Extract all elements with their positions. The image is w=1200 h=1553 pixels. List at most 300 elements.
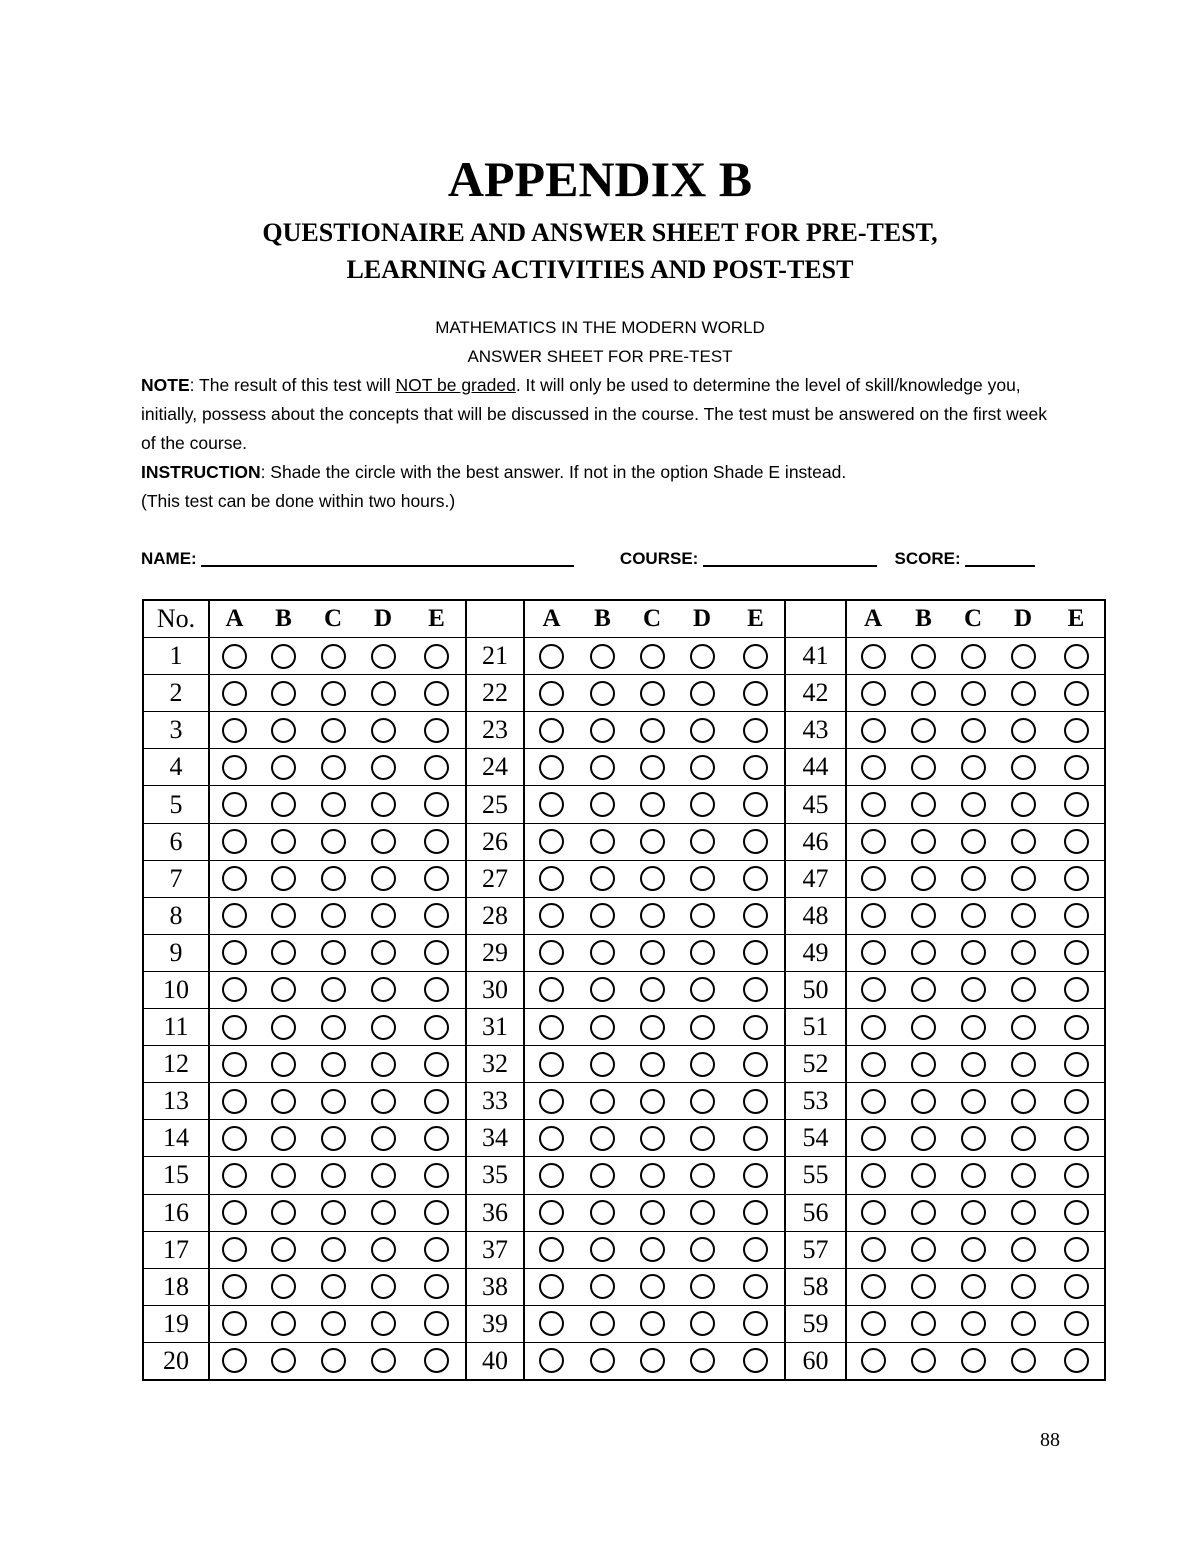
answer-bubble-50-d[interactable] [1011,977,1036,1002]
answer-bubble-32-c[interactable] [640,1052,665,1077]
answer-bubble-53-a[interactable] [861,1089,886,1114]
answer-bubble-36-e[interactable] [743,1200,768,1225]
answer-bubble-33-a[interactable] [539,1089,564,1114]
answer-bubble-50-b[interactable] [911,977,936,1002]
answer-bubble-43-c[interactable] [961,718,986,743]
answer-bubble-35-e[interactable] [743,1163,768,1188]
answer-bubble-49-b[interactable] [911,940,936,965]
answer-bubble-29-d[interactable] [690,940,715,965]
answer-bubble-32-d[interactable] [690,1052,715,1077]
answer-bubble-47-d[interactable] [1011,866,1036,891]
answer-bubble-24-e[interactable] [743,755,768,780]
answer-bubble-44-e[interactable] [1064,755,1089,780]
answer-bubble-56-a[interactable] [861,1200,886,1225]
answer-bubble-17-b[interactable] [271,1237,296,1262]
answer-bubble-58-b[interactable] [911,1274,936,1299]
answer-bubble-48-c[interactable] [961,903,986,928]
answer-bubble-48-a[interactable] [861,903,886,928]
answer-bubble-11-d[interactable] [371,1015,396,1040]
answer-bubble-1-e[interactable] [424,644,449,669]
answer-bubble-19-c[interactable] [321,1311,346,1336]
answer-bubble-5-c[interactable] [321,792,346,817]
answer-bubble-2-e[interactable] [424,681,449,706]
answer-bubble-13-c[interactable] [321,1089,346,1114]
answer-bubble-40-a[interactable] [539,1348,564,1373]
answer-bubble-51-e[interactable] [1064,1015,1089,1040]
answer-bubble-12-e[interactable] [424,1052,449,1077]
answer-bubble-58-e[interactable] [1064,1274,1089,1299]
answer-bubble-36-a[interactable] [539,1200,564,1225]
answer-bubble-56-b[interactable] [911,1200,936,1225]
answer-bubble-18-b[interactable] [271,1274,296,1299]
answer-bubble-37-b[interactable] [590,1237,615,1262]
answer-bubble-39-e[interactable] [743,1311,768,1336]
answer-bubble-19-b[interactable] [271,1311,296,1336]
answer-bubble-60-b[interactable] [911,1348,936,1373]
answer-bubble-21-a[interactable] [539,644,564,669]
answer-bubble-30-c[interactable] [640,977,665,1002]
answer-bubble-28-d[interactable] [690,903,715,928]
answer-bubble-6-e[interactable] [424,829,449,854]
name-field[interactable] [201,545,574,567]
answer-bubble-21-b[interactable] [590,644,615,669]
answer-bubble-39-a[interactable] [539,1311,564,1336]
answer-bubble-32-b[interactable] [590,1052,615,1077]
answer-bubble-14-b[interactable] [271,1126,296,1151]
answer-bubble-34-a[interactable] [539,1126,564,1151]
answer-bubble-39-b[interactable] [590,1311,615,1336]
answer-bubble-53-d[interactable] [1011,1089,1036,1114]
answer-bubble-20-a[interactable] [222,1348,247,1373]
answer-bubble-13-d[interactable] [371,1089,396,1114]
answer-bubble-40-d[interactable] [690,1348,715,1373]
answer-bubble-30-d[interactable] [690,977,715,1002]
answer-bubble-42-b[interactable] [911,681,936,706]
answer-bubble-46-d[interactable] [1011,829,1036,854]
answer-bubble-41-c[interactable] [961,644,986,669]
answer-bubble-27-c[interactable] [640,866,665,891]
answer-bubble-18-a[interactable] [222,1274,247,1299]
answer-bubble-7-a[interactable] [222,866,247,891]
answer-bubble-34-d[interactable] [690,1126,715,1151]
answer-bubble-29-c[interactable] [640,940,665,965]
answer-bubble-31-c[interactable] [640,1015,665,1040]
answer-bubble-8-b[interactable] [271,903,296,928]
answer-bubble-42-c[interactable] [961,681,986,706]
answer-bubble-10-b[interactable] [271,977,296,1002]
answer-bubble-31-e[interactable] [743,1015,768,1040]
answer-bubble-46-e[interactable] [1064,829,1089,854]
answer-bubble-13-a[interactable] [222,1089,247,1114]
answer-bubble-20-c[interactable] [321,1348,346,1373]
answer-bubble-4-e[interactable] [424,755,449,780]
answer-bubble-51-c[interactable] [961,1015,986,1040]
answer-bubble-14-e[interactable] [424,1126,449,1151]
answer-bubble-45-b[interactable] [911,792,936,817]
answer-bubble-29-e[interactable] [743,940,768,965]
answer-bubble-16-d[interactable] [371,1200,396,1225]
answer-bubble-6-d[interactable] [371,829,396,854]
answer-bubble-6-a[interactable] [222,829,247,854]
answer-bubble-43-a[interactable] [861,718,886,743]
answer-bubble-58-a[interactable] [861,1274,886,1299]
answer-bubble-10-d[interactable] [371,977,396,1002]
answer-bubble-20-e[interactable] [424,1348,449,1373]
answer-bubble-3-b[interactable] [271,718,296,743]
answer-bubble-9-b[interactable] [271,940,296,965]
answer-bubble-50-c[interactable] [961,977,986,1002]
answer-bubble-34-b[interactable] [590,1126,615,1151]
answer-bubble-14-d[interactable] [371,1126,396,1151]
answer-bubble-53-e[interactable] [1064,1089,1089,1114]
answer-bubble-52-c[interactable] [961,1052,986,1077]
answer-bubble-42-e[interactable] [1064,681,1089,706]
answer-bubble-42-a[interactable] [861,681,886,706]
answer-bubble-39-d[interactable] [690,1311,715,1336]
answer-bubble-17-a[interactable] [222,1237,247,1262]
answer-bubble-50-a[interactable] [861,977,886,1002]
answer-bubble-40-e[interactable] [743,1348,768,1373]
answer-bubble-44-b[interactable] [911,755,936,780]
answer-bubble-32-e[interactable] [743,1052,768,1077]
answer-bubble-31-b[interactable] [590,1015,615,1040]
answer-bubble-23-d[interactable] [690,718,715,743]
answer-bubble-54-a[interactable] [861,1126,886,1151]
answer-bubble-5-e[interactable] [424,792,449,817]
answer-bubble-21-c[interactable] [640,644,665,669]
answer-bubble-24-c[interactable] [640,755,665,780]
answer-bubble-22-a[interactable] [539,681,564,706]
answer-bubble-53-b[interactable] [911,1089,936,1114]
answer-bubble-15-a[interactable] [222,1163,247,1188]
answer-bubble-25-b[interactable] [590,792,615,817]
answer-bubble-7-c[interactable] [321,866,346,891]
answer-bubble-26-a[interactable] [539,829,564,854]
answer-bubble-29-a[interactable] [539,940,564,965]
answer-bubble-49-e[interactable] [1064,940,1089,965]
answer-bubble-51-d[interactable] [1011,1015,1036,1040]
course-field[interactable] [703,545,877,567]
answer-bubble-33-e[interactable] [743,1089,768,1114]
answer-bubble-38-d[interactable] [690,1274,715,1299]
answer-bubble-18-d[interactable] [371,1274,396,1299]
answer-bubble-12-d[interactable] [371,1052,396,1077]
answer-bubble-36-d[interactable] [690,1200,715,1225]
answer-bubble-60-e[interactable] [1064,1348,1089,1373]
answer-bubble-5-d[interactable] [371,792,396,817]
answer-bubble-35-d[interactable] [690,1163,715,1188]
answer-bubble-31-d[interactable] [690,1015,715,1040]
answer-bubble-8-d[interactable] [371,903,396,928]
answer-bubble-1-b[interactable] [271,644,296,669]
answer-bubble-25-c[interactable] [640,792,665,817]
answer-bubble-41-a[interactable] [861,644,886,669]
answer-bubble-25-e[interactable] [743,792,768,817]
answer-bubble-38-c[interactable] [640,1274,665,1299]
answer-bubble-44-c[interactable] [961,755,986,780]
answer-bubble-57-d[interactable] [1011,1237,1036,1262]
answer-bubble-55-e[interactable] [1064,1163,1089,1188]
answer-bubble-30-a[interactable] [539,977,564,1002]
score-field[interactable] [965,545,1035,567]
answer-bubble-10-e[interactable] [424,977,449,1002]
answer-bubble-19-d[interactable] [371,1311,396,1336]
answer-bubble-2-d[interactable] [371,681,396,706]
answer-bubble-15-e[interactable] [424,1163,449,1188]
answer-bubble-45-d[interactable] [1011,792,1036,817]
answer-bubble-22-c[interactable] [640,681,665,706]
answer-bubble-25-d[interactable] [690,792,715,817]
answer-bubble-38-a[interactable] [539,1274,564,1299]
answer-bubble-59-b[interactable] [911,1311,936,1336]
answer-bubble-44-a[interactable] [861,755,886,780]
answer-bubble-36-c[interactable] [640,1200,665,1225]
answer-bubble-15-b[interactable] [271,1163,296,1188]
answer-bubble-23-b[interactable] [590,718,615,743]
answer-bubble-7-d[interactable] [371,866,396,891]
answer-bubble-45-c[interactable] [961,792,986,817]
answer-bubble-59-c[interactable] [961,1311,986,1336]
answer-bubble-26-c[interactable] [640,829,665,854]
answer-bubble-31-a[interactable] [539,1015,564,1040]
answer-bubble-5-a[interactable] [222,792,247,817]
answer-bubble-14-c[interactable] [321,1126,346,1151]
answer-bubble-3-a[interactable] [222,718,247,743]
answer-bubble-4-a[interactable] [222,755,247,780]
answer-bubble-13-e[interactable] [424,1089,449,1114]
answer-bubble-16-a[interactable] [222,1200,247,1225]
answer-bubble-48-b[interactable] [911,903,936,928]
answer-bubble-12-b[interactable] [271,1052,296,1077]
answer-bubble-12-c[interactable] [321,1052,346,1077]
answer-bubble-29-b[interactable] [590,940,615,965]
answer-bubble-41-e[interactable] [1064,644,1089,669]
answer-bubble-27-e[interactable] [743,866,768,891]
answer-bubble-13-b[interactable] [271,1089,296,1114]
answer-bubble-39-c[interactable] [640,1311,665,1336]
answer-bubble-22-e[interactable] [743,681,768,706]
answer-bubble-43-e[interactable] [1064,718,1089,743]
answer-bubble-55-a[interactable] [861,1163,886,1188]
answer-bubble-50-e[interactable] [1064,977,1089,1002]
answer-bubble-8-a[interactable] [222,903,247,928]
answer-bubble-37-a[interactable] [539,1237,564,1262]
answer-bubble-24-d[interactable] [690,755,715,780]
answer-bubble-9-d[interactable] [371,940,396,965]
answer-bubble-45-e[interactable] [1064,792,1089,817]
answer-bubble-17-c[interactable] [321,1237,346,1262]
answer-bubble-21-e[interactable] [743,644,768,669]
answer-bubble-35-a[interactable] [539,1163,564,1188]
answer-bubble-57-a[interactable] [861,1237,886,1262]
answer-bubble-1-d[interactable] [371,644,396,669]
answer-bubble-38-b[interactable] [590,1274,615,1299]
answer-bubble-57-e[interactable] [1064,1237,1089,1262]
answer-bubble-47-c[interactable] [961,866,986,891]
answer-bubble-9-c[interactable] [321,940,346,965]
answer-bubble-34-c[interactable] [640,1126,665,1151]
answer-bubble-2-b[interactable] [271,681,296,706]
answer-bubble-48-e[interactable] [1064,903,1089,928]
answer-bubble-19-a[interactable] [222,1311,247,1336]
answer-bubble-42-d[interactable] [1011,681,1036,706]
answer-bubble-24-b[interactable] [590,755,615,780]
answer-bubble-5-b[interactable] [271,792,296,817]
answer-bubble-54-c[interactable] [961,1126,986,1151]
answer-bubble-41-d[interactable] [1011,644,1036,669]
answer-bubble-4-c[interactable] [321,755,346,780]
answer-bubble-58-d[interactable] [1011,1274,1036,1299]
answer-bubble-6-b[interactable] [271,829,296,854]
answer-bubble-47-b[interactable] [911,866,936,891]
answer-bubble-36-b[interactable] [590,1200,615,1225]
answer-bubble-46-c[interactable] [961,829,986,854]
answer-bubble-9-a[interactable] [222,940,247,965]
answer-bubble-2-c[interactable] [321,681,346,706]
answer-bubble-40-b[interactable] [590,1348,615,1373]
answer-bubble-8-e[interactable] [424,903,449,928]
answer-bubble-57-b[interactable] [911,1237,936,1262]
answer-bubble-26-e[interactable] [743,829,768,854]
answer-bubble-11-c[interactable] [321,1015,346,1040]
answer-bubble-27-a[interactable] [539,866,564,891]
answer-bubble-23-e[interactable] [743,718,768,743]
answer-bubble-56-d[interactable] [1011,1200,1036,1225]
answer-bubble-56-c[interactable] [961,1200,986,1225]
answer-bubble-11-b[interactable] [271,1015,296,1040]
answer-bubble-10-a[interactable] [222,977,247,1002]
answer-bubble-57-c[interactable] [961,1237,986,1262]
answer-bubble-28-c[interactable] [640,903,665,928]
answer-bubble-33-d[interactable] [690,1089,715,1114]
answer-bubble-47-e[interactable] [1064,866,1089,891]
answer-bubble-19-e[interactable] [424,1311,449,1336]
answer-bubble-59-d[interactable] [1011,1311,1036,1336]
answer-bubble-41-b[interactable] [911,644,936,669]
answer-bubble-56-e[interactable] [1064,1200,1089,1225]
answer-bubble-26-b[interactable] [590,829,615,854]
answer-bubble-54-b[interactable] [911,1126,936,1151]
answer-bubble-38-e[interactable] [743,1274,768,1299]
answer-bubble-4-d[interactable] [371,755,396,780]
answer-bubble-59-a[interactable] [861,1311,886,1336]
answer-bubble-48-d[interactable] [1011,903,1036,928]
answer-bubble-25-a[interactable] [539,792,564,817]
answer-bubble-46-b[interactable] [911,829,936,854]
answer-bubble-18-e[interactable] [424,1274,449,1299]
answer-bubble-23-a[interactable] [539,718,564,743]
answer-bubble-3-e[interactable] [424,718,449,743]
answer-bubble-22-d[interactable] [690,681,715,706]
answer-bubble-27-b[interactable] [590,866,615,891]
answer-bubble-8-c[interactable] [321,903,346,928]
answer-bubble-43-b[interactable] [911,718,936,743]
answer-bubble-26-d[interactable] [690,829,715,854]
answer-bubble-28-a[interactable] [539,903,564,928]
answer-bubble-34-e[interactable] [743,1126,768,1151]
answer-bubble-55-d[interactable] [1011,1163,1036,1188]
answer-bubble-18-c[interactable] [321,1274,346,1299]
answer-bubble-51-a[interactable] [861,1015,886,1040]
answer-bubble-52-d[interactable] [1011,1052,1036,1077]
answer-bubble-10-c[interactable] [321,977,346,1002]
answer-bubble-60-d[interactable] [1011,1348,1036,1373]
answer-bubble-17-e[interactable] [424,1237,449,1262]
answer-bubble-59-e[interactable] [1064,1311,1089,1336]
answer-bubble-20-b[interactable] [271,1348,296,1373]
answer-bubble-15-d[interactable] [371,1163,396,1188]
answer-bubble-11-a[interactable] [222,1015,247,1040]
answer-bubble-40-c[interactable] [640,1348,665,1373]
answer-bubble-28-b[interactable] [590,903,615,928]
answer-bubble-51-b[interactable] [911,1015,936,1040]
answer-bubble-24-a[interactable] [539,755,564,780]
answer-bubble-30-e[interactable] [743,977,768,1002]
answer-bubble-28-e[interactable] [743,903,768,928]
answer-bubble-52-a[interactable] [861,1052,886,1077]
answer-bubble-44-d[interactable] [1011,755,1036,780]
answer-bubble-49-d[interactable] [1011,940,1036,965]
answer-bubble-55-b[interactable] [911,1163,936,1188]
answer-bubble-35-c[interactable] [640,1163,665,1188]
answer-bubble-12-a[interactable] [222,1052,247,1077]
answer-bubble-47-a[interactable] [861,866,886,891]
answer-bubble-7-e[interactable] [424,866,449,891]
answer-bubble-3-c[interactable] [321,718,346,743]
answer-bubble-60-c[interactable] [961,1348,986,1373]
answer-bubble-27-d[interactable] [690,866,715,891]
answer-bubble-58-c[interactable] [961,1274,986,1299]
answer-bubble-33-c[interactable] [640,1089,665,1114]
answer-bubble-37-d[interactable] [690,1237,715,1262]
answer-bubble-21-d[interactable] [690,644,715,669]
answer-bubble-45-a[interactable] [861,792,886,817]
answer-bubble-2-a[interactable] [222,681,247,706]
answer-bubble-60-a[interactable] [861,1348,886,1373]
answer-bubble-3-d[interactable] [371,718,396,743]
answer-bubble-17-d[interactable] [371,1237,396,1262]
answer-bubble-14-a[interactable] [222,1126,247,1151]
answer-bubble-33-b[interactable] [590,1089,615,1114]
answer-bubble-7-b[interactable] [271,866,296,891]
answer-bubble-46-a[interactable] [861,829,886,854]
answer-bubble-6-c[interactable] [321,829,346,854]
answer-bubble-23-c[interactable] [640,718,665,743]
answer-bubble-4-b[interactable] [271,755,296,780]
answer-bubble-52-e[interactable] [1064,1052,1089,1077]
answer-bubble-30-b[interactable] [590,977,615,1002]
answer-bubble-49-a[interactable] [861,940,886,965]
answer-bubble-15-c[interactable] [321,1163,346,1188]
answer-bubble-22-b[interactable] [590,681,615,706]
answer-bubble-37-c[interactable] [640,1237,665,1262]
answer-bubble-20-d[interactable] [371,1348,396,1373]
answer-bubble-9-e[interactable] [424,940,449,965]
answer-bubble-37-e[interactable] [743,1237,768,1262]
answer-bubble-11-e[interactable] [424,1015,449,1040]
answer-bubble-43-d[interactable] [1011,718,1036,743]
answer-bubble-52-b[interactable] [911,1052,936,1077]
answer-bubble-16-e[interactable] [424,1200,449,1225]
answer-bubble-35-b[interactable] [590,1163,615,1188]
answer-bubble-16-b[interactable] [271,1200,296,1225]
answer-bubble-32-a[interactable] [539,1052,564,1077]
answer-bubble-1-a[interactable] [222,644,247,669]
answer-bubble-16-c[interactable] [321,1200,346,1225]
answer-bubble-54-e[interactable] [1064,1126,1089,1151]
answer-bubble-49-c[interactable] [961,940,986,965]
answer-bubble-55-c[interactable] [961,1163,986,1188]
